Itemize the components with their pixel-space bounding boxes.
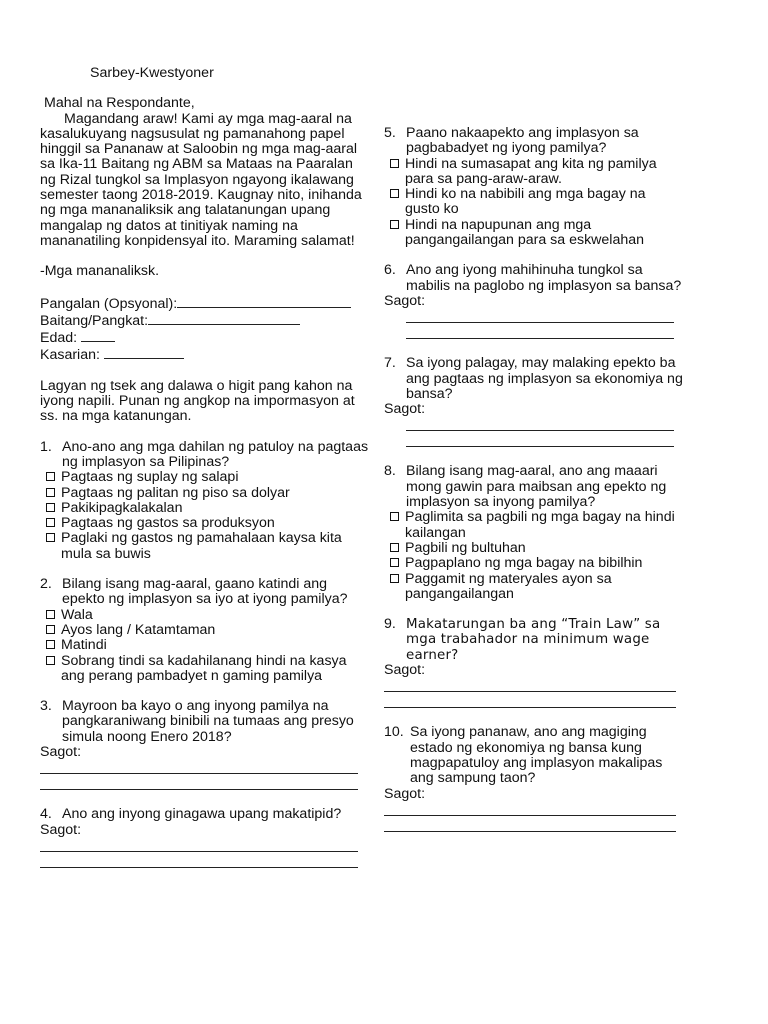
question-3	[40, 699, 370, 790]
option-3	[390, 218, 684, 249]
option-label: Paglaki ng gastos ng pamahalaan kaysa kita mula sa buwis	[61, 530, 342, 562]
answer-line[interactable]	[384, 802, 676, 816]
question-number: 3.	[40, 698, 52, 715]
question-text: Ano ang inyong ginagawa upang makatipid?	[62, 806, 342, 823]
answer-line[interactable]	[406, 309, 674, 323]
answer-line[interactable]	[406, 433, 674, 447]
name-label: Pangalan (Opsyonal):	[40, 295, 178, 312]
question-5	[384, 126, 684, 248]
answer-line[interactable]	[40, 838, 358, 852]
answer-line[interactable]	[40, 776, 358, 790]
answer-line[interactable]	[384, 678, 676, 692]
answer-line[interactable]	[406, 417, 674, 431]
answer-label: Sagot:	[384, 292, 426, 309]
question-2	[40, 577, 370, 684]
option-label: Pagbili ng bultuhan	[405, 539, 526, 556]
question-1	[40, 440, 370, 562]
question-number: 1.	[40, 438, 52, 455]
option-label: Matindi	[61, 637, 107, 654]
option-3	[46, 638, 370, 653]
age-label: Edad:	[40, 330, 78, 347]
question-number: 9.	[384, 616, 396, 633]
answer-line[interactable]	[384, 818, 676, 832]
question-8	[384, 464, 684, 602]
option-3	[46, 501, 370, 516]
checkbox[interactable]	[46, 503, 55, 512]
greeting: Mahal na Respondante,	[44, 95, 195, 112]
checkbox[interactable]	[390, 574, 399, 583]
age-field	[40, 329, 370, 346]
grade-blank[interactable]	[148, 312, 300, 325]
question-text: Makatarungan ba ang “Train Law” sa mga trabahador na minimum wage earner?	[406, 617, 661, 663]
option-2	[46, 623, 370, 638]
question-text: Ano-ano ang mga dahilan ng patuloy na pagtaas ng implasyon sa Pilipinas?	[62, 438, 369, 470]
option-4	[46, 654, 370, 685]
sex-blank[interactable]	[104, 346, 184, 359]
answer-label: Sagot:	[384, 401, 426, 418]
option-4	[46, 516, 370, 531]
option-label: Sobrang tindi sa kadahilanang hindi na kasya ang perang pambadyet n gaming pamilya	[61, 652, 347, 684]
checkbox[interactable]	[390, 543, 399, 552]
option-5	[46, 531, 370, 562]
question-number: 4.	[40, 806, 52, 823]
option-label: Paggamit ng materyales ayon sa pangangailangan	[405, 570, 612, 602]
question-10	[384, 725, 684, 831]
option-label: Hindi na napupunan ang mga pangangailangan para sa eskwelahan	[405, 216, 645, 249]
option-label: Pagtaas ng suplay ng salapi	[61, 469, 239, 486]
sex-label: Kasarian:	[40, 347, 100, 364]
signature: -Mga mananaliksk.	[40, 263, 160, 280]
question-9	[384, 617, 684, 708]
option-label: Pakikipagkalakalan	[61, 499, 183, 516]
grade-field	[40, 312, 370, 329]
option-1	[390, 510, 684, 541]
checkbox[interactable]	[46, 533, 55, 542]
right-column	[384, 126, 684, 834]
option-label: Paglimita sa pagbili ng mga bagay na hindi kailangan	[405, 509, 675, 541]
option-label: Pagpaplano ng mga bagay na bibilhin	[405, 555, 643, 572]
question-text: Bilang isang mag-aaral, ano ang maaari mong gawin para maibsan ang epekto ng implasyon sa inyong pamilya?	[406, 463, 667, 511]
name-blank[interactable]	[177, 295, 351, 308]
checkbox[interactable]	[46, 640, 55, 649]
question-text: Bilang isang mag-aaral, gaano katindi ang epekto ng implasyon sa iyo at iyong pamilya?	[62, 576, 348, 608]
sex-field	[40, 346, 370, 363]
question-number: 2.	[40, 576, 52, 593]
option-2	[390, 187, 684, 218]
option-label: Pagtaas ng gastos sa produksyon	[61, 515, 275, 532]
question-7	[384, 356, 684, 447]
question-4	[40, 807, 370, 868]
checkbox[interactable]	[390, 159, 399, 168]
answer-label: Sagot:	[384, 662, 426, 679]
question-number: 7.	[384, 355, 396, 372]
option-2	[390, 541, 684, 556]
question-text: Mayroon ba kayo o ang inyong pamilya na pangkaraniwang binibili na tumaas ang presyo simula noong Enero 2018?	[62, 698, 354, 745]
checkbox[interactable]	[46, 625, 55, 634]
checkbox[interactable]	[390, 189, 399, 198]
intro-letter: Magandang araw! Kami ay mga mag-aaral na kasalukuyang nagsusulat ng pamanahong papel hinggil sa Pananaw at Saloobin ng mga mag-aaral sa Ika-11 Baitang ng ABM sa Mataas na Paaralan ng Rizal tungkol sa Implasyon ngayong ikalawang semester taong 2018-2019. Kaugnay nito, inihanda ng mga mananaliksik ang talatanungan upang mangalap ng datos at tinitiyak naming na mananatiling konpidensyal ito. Maraming salamat!	[40, 110, 362, 249]
answer-line[interactable]	[40, 760, 358, 774]
question-text: Sa iyong pananaw, ano ang magiging estado ng ekonomiya ng bansa kung magpapatuloy ang implasyon makalipas ang sampung taon?	[410, 724, 663, 787]
option-label: Pagtaas ng palitan ng piso sa dolyar	[61, 484, 290, 501]
question-number: 10.	[384, 724, 404, 741]
checkbox[interactable]	[46, 610, 55, 619]
answer-label: Sagot:	[40, 821, 82, 838]
option-label: Hindi ko na nabibili ang mga bagay na gusto ko	[405, 186, 646, 218]
checkbox[interactable]	[46, 518, 55, 527]
option-label: Hindi na sumasapat ang kita ng pamilya para sa pang-araw-araw.	[405, 155, 657, 187]
answer-line[interactable]	[40, 854, 358, 868]
document-title: Sarbey-Kwestyoner	[90, 65, 214, 81]
option-1	[46, 470, 370, 485]
option-2	[46, 486, 370, 501]
checkbox[interactable]	[390, 512, 399, 521]
option-1	[390, 157, 684, 188]
checkbox[interactable]	[390, 220, 399, 229]
question-text: Paano nakaapekto ang implasyon sa pagbabadyet ng iyong pamilya?	[406, 125, 639, 157]
answer-label: Sagot:	[40, 743, 82, 760]
question-6	[384, 263, 684, 339]
option-label: Wala	[61, 606, 93, 623]
question-number: 6.	[384, 262, 396, 279]
answer-label: Sagot:	[384, 785, 426, 802]
option-3	[390, 556, 684, 571]
question-text: Ano ang iyong mahihinuha tungkol sa mabilis na paglobo ng implasyon sa bansa?	[406, 262, 682, 294]
question-text: Sa iyong palagay, may malaking epekto ba ang pagtaas ng implasyon sa ekonomiya ng bansa?	[406, 355, 683, 402]
question-number: 8.	[384, 463, 396, 480]
age-blank[interactable]	[81, 329, 115, 342]
checkbox[interactable]	[390, 558, 399, 567]
option-1	[46, 608, 370, 623]
checkbox[interactable]	[46, 656, 55, 665]
answer-line[interactable]	[406, 325, 674, 339]
left-column	[40, 66, 370, 870]
answer-line[interactable]	[384, 694, 676, 708]
option-label: Ayos lang / Katamtaman	[61, 621, 216, 638]
checkbox[interactable]	[46, 488, 55, 497]
grade-label: Baitang/Pangkat:	[40, 312, 149, 329]
question-number: 5.	[384, 125, 396, 141]
option-4	[390, 572, 684, 603]
name-field	[40, 295, 370, 312]
checkbox[interactable]	[46, 472, 55, 481]
instructions: Lagyan ng tsek ang dalawa o higit pang kahon na iyong napili. Punan ng angkop na impormasyon at ss. na mga katanungan.	[40, 377, 355, 425]
